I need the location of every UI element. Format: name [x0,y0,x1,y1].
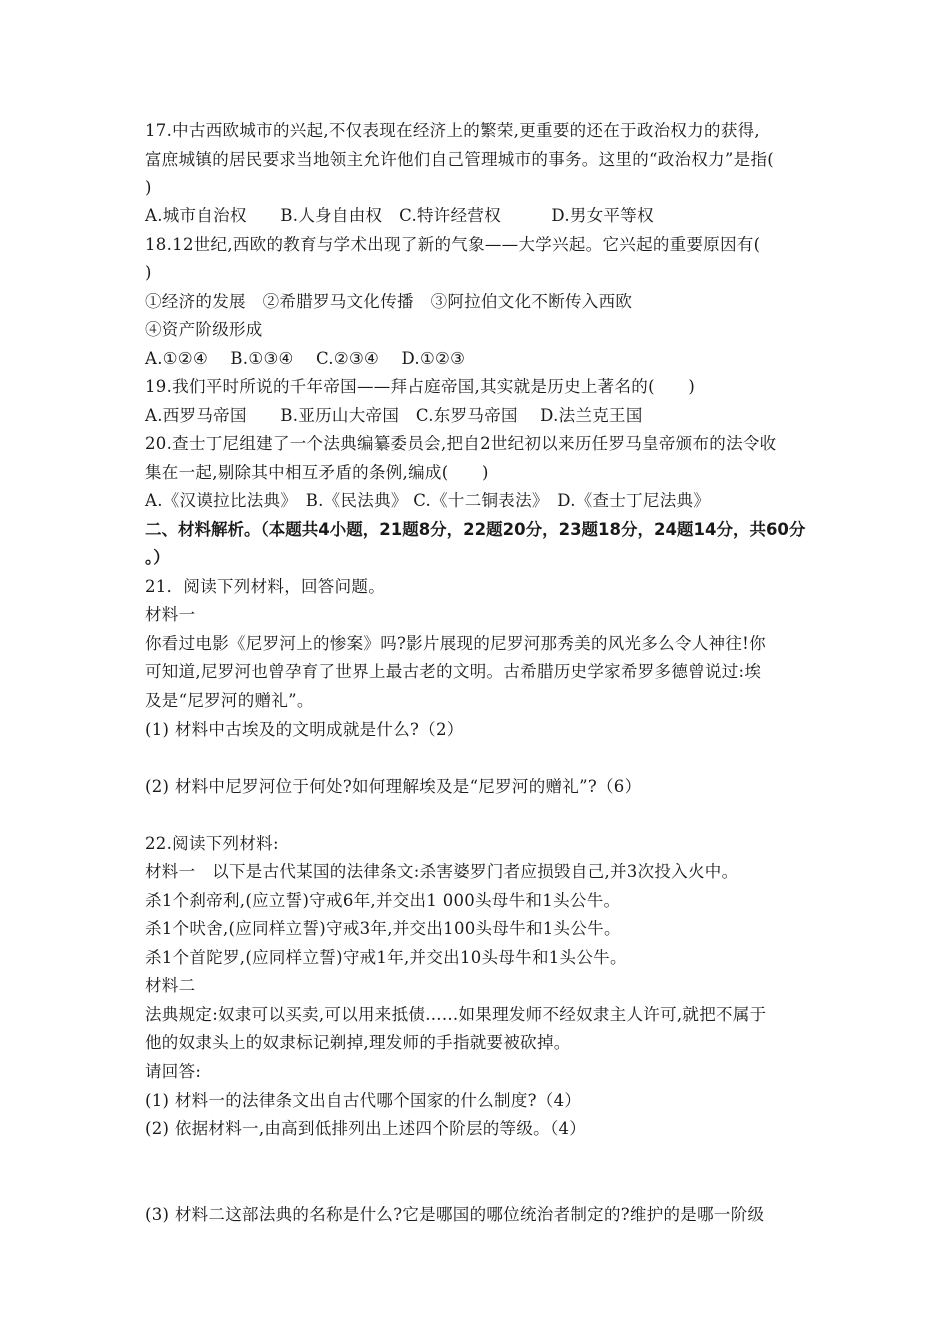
q18-line-1: 18.12世纪,西欧的教育与学术出现了新的气象——大学兴起。它兴起的重要原因有( [145,235,761,254]
q22-material-1-line-3: 杀1个吠舍,(应同样立誓)守戒3年,并交出100头母牛和1头公牛。 [145,919,621,938]
q21-material-label: 材料一 [145,605,196,624]
q22-material-2-line-2: 他的奴隶头上的奴隶标记剃掉,理发师的手指就要被砍掉。 [145,1033,571,1052]
q21-material-line-1: 你看过电影《尼罗河上的惨案》吗?影片展现的尼罗河那秀美的风光多么令人神往!你 [145,634,766,653]
q22-material-2-label: 材料二 [145,976,196,995]
q18-line-2: ) [145,263,152,282]
q22-sub-2: (2) 依据材料一,由高到低排列出上述四个阶层的等级。（4） [145,1119,587,1138]
q22-material-1-line-4: 杀1个首陀罗,(应同样立誓)守戒1年,并交出10头母牛和1头公牛。 [145,948,627,967]
q21-sub-1: (1) 材料中古埃及的文明成就是什么?（2） [145,720,464,739]
q22-material-1-line-2: 杀1个刹帝利,(应立誓)守戒6年,并交出1 000头母牛和1头公牛。 [145,891,621,910]
q18-options: A.①②④ B.①③④ C.②③④ D.①②③ [145,349,466,368]
q20-options: A.《汉谟拉比法典》 B.《民法典》 C.《十二铜表法》 D.《查士丁尼法典》 [145,491,711,510]
q22-title: 22.阅读下列材料: [145,834,279,853]
q21-material-line-2: 可知道,尼罗河也曾孕育了世界上最古老的文明。古希腊历史学家希罗多德曾说过:埃 [145,662,762,681]
q18-items-2: ④资产阶级形成 [145,320,263,339]
q17-line-2: 富庶城镇的居民要求当地领主允许他们自己管理城市的事务。这里的“政治权力”是指( [145,150,775,169]
q22-prompt: 请回答: [145,1062,202,1081]
q22-material-1-line-1: 材料一 以下是古代某国的法律条文:杀害婆罗门者应损毁自己,并3次投入火中。 [145,862,739,881]
q22-material-2-line-1: 法典规定:奴隶可以买卖,可以用来抵债......如果理发师不经奴隶主人许可,就把不属于 [145,1005,767,1024]
q22-sub-3: (3) 材料二这部法典的名称是什么?它是哪国的哪位统治者制定的?维护的是哪一阶级 [145,1205,765,1224]
q19-line-1: 19.我们平时所说的千年帝国——拜占庭帝国,其实就是历史上著名的( ) [145,377,696,396]
q17-line-1: 17.中古西欧城市的兴起,不仅表现在经济上的繁荣,更重要的还在于政治权力的获得, [145,121,760,140]
q17-options: A.城市自治权 B.人身自由权 C.特许经营权 D.男女平等权 [145,206,654,225]
q19-options: A.西罗马帝国 B.亚历山大帝国 C.东罗马帝国 D.法兰克王国 [145,406,643,425]
q20-line-2: 集在一起,剔除其中相互矛盾的条例,编成( ) [145,463,489,482]
section-heading-2: 。） [145,548,170,567]
q21-title: 21．阅读下列材料，回答问题。 [145,577,385,596]
q21-sub-2: (2) 材料中尼罗河位于何处?如何理解埃及是“尼罗河的赠礼”?（6） [145,777,642,796]
q18-items-1: ①经济的发展 ②希腊罗马文化传播 ③阿拉伯文化不断传入西欧 [145,292,633,311]
q21-material-line-3: 及是“尼罗河的赠礼”。 [145,691,314,710]
q22-sub-1: (1) 材料一的法律条文出自古代哪个国家的什么制度?（4） [145,1091,582,1110]
q20-line-1: 20.查士丁尼组建了一个法典编纂委员会,把自2世纪初以来历任罗马皇帝颁布的法令收 [145,434,777,453]
section-heading-1: 二、材料解析。（本题共4小题，21题8分，22题20分，23题18分，24题14分，共60分 [145,520,806,539]
q17-line-3: ) [145,178,152,197]
